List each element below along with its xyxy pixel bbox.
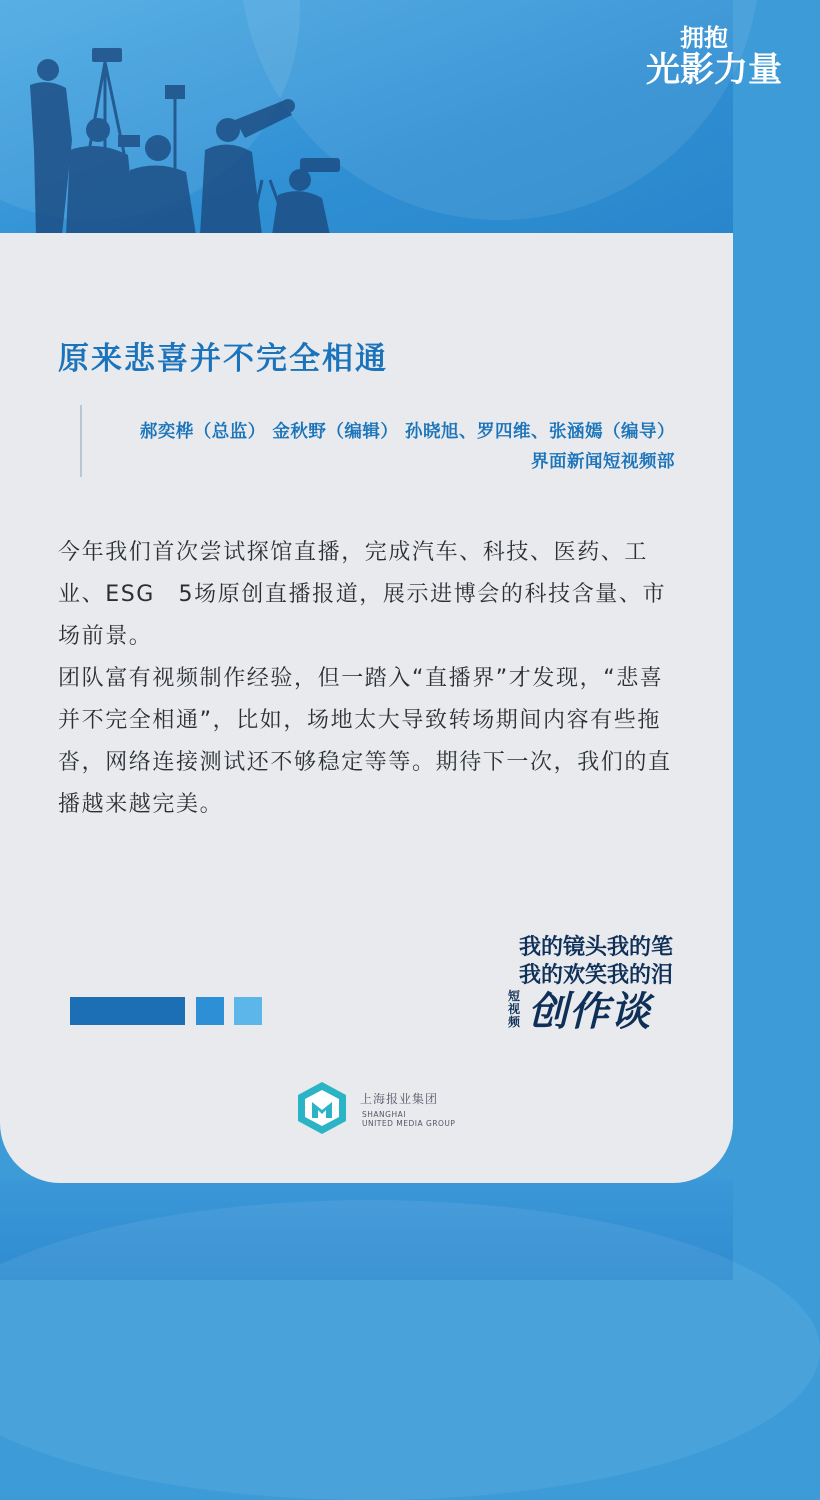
header-banner <box>0 0 782 235</box>
shanghai-media-group-logo-icon <box>296 1080 348 1136</box>
camera-crew-silhouette <box>0 30 380 235</box>
series-label-big: 创作谈 <box>528 989 651 1035</box>
credit-names: 郝奕桦（总监） 金秋野（编辑） 孙晓旭、罗四维、张涵嫣（编导） <box>139 422 675 442</box>
slogan-line-2: 我的欢笑我的泪 <box>518 963 673 988</box>
credit-department: 界面新闻短视频部 <box>531 452 675 472</box>
decor-square <box>234 997 262 1025</box>
decor-square <box>196 997 224 1025</box>
corner-tag-top: 拥抱 <box>680 23 728 52</box>
article-body <box>58 532 678 826</box>
paragraph: 今年我们首次尝试探馆直播，完成汽车、科技、医药、工业、ESG 5场原创直播报道，展示进博会的科技含量、市场前景。 <box>58 540 667 649</box>
logo-text-cn: 上海报业集团 <box>360 1092 439 1106</box>
paragraph: 团队富有视频制作经验，但一踏入“直播界”才发现，“悲喜并不完全相通”，比如，场地太大导致转场期间内容有些拖沓，网络连接测试还不够稳定等等。期待下一次，我们的直播越来越完美。 <box>58 666 672 817</box>
decor-bar <box>70 997 185 1025</box>
decor-arc <box>0 1200 820 1500</box>
logo-text-en: UNITED MEDIA GROUP <box>362 1119 456 1128</box>
page-title: 原来悲喜并不完全相通 <box>58 341 388 377</box>
series-label-small: 短视频 <box>508 989 521 1029</box>
logo-text-en: SHANGHAI <box>362 1110 406 1119</box>
slogan-line-1: 我的镜头我的笔 <box>518 935 673 960</box>
footer-band <box>0 1180 733 1280</box>
corner-tag-main: 光影力量 <box>646 50 782 90</box>
credit-divider <box>80 405 82 477</box>
